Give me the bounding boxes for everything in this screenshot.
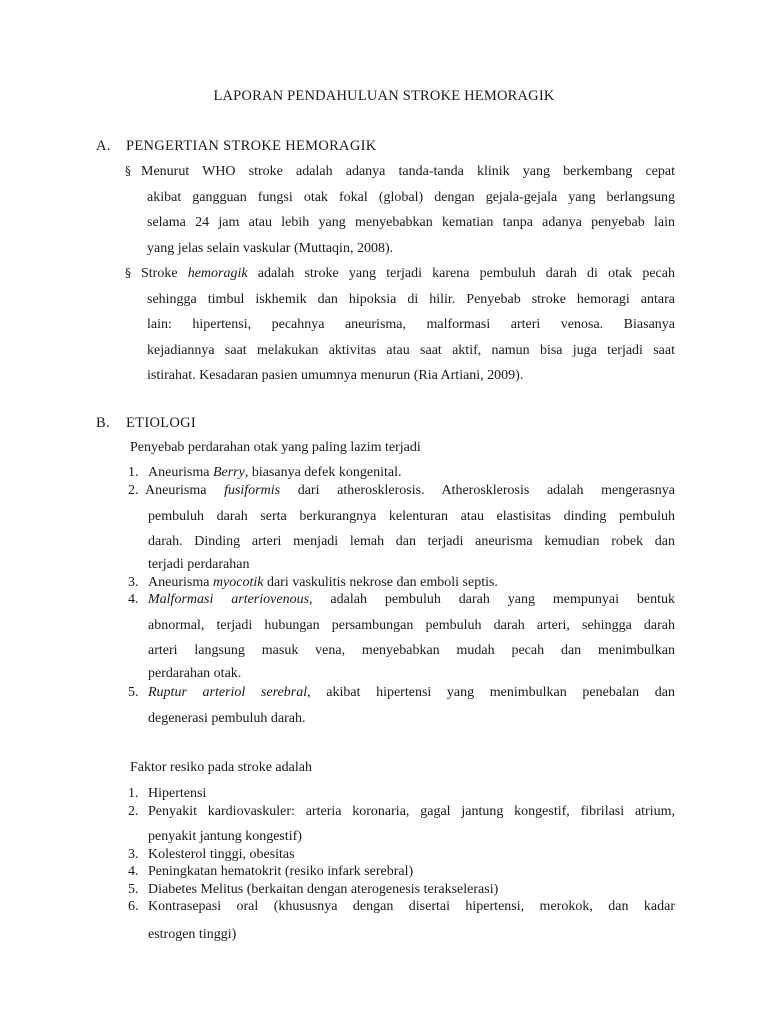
item-number: 5.	[128, 685, 139, 700]
risk-number: 1.	[128, 786, 139, 801]
etiology-intro: Penyebab perdarahan otak yang paling lazim terjadi	[130, 440, 421, 455]
risk-text: Diabetes Melitus (berkaitan dengan aterogenesis terakselerasi)	[148, 881, 499, 897]
item-text: Aneurisma	[148, 465, 213, 480]
definition-bullet-1	[125, 159, 675, 261]
bullet2-line3: lain: hipertensi, pecahnya aneurisma, malformasi arteri venosa. Biasanya	[147, 317, 675, 332]
item-text: dari vaskulitis nekrose dan emboli septis.	[263, 575, 498, 590]
risk-item-6	[128, 898, 675, 943]
risk-list	[128, 785, 675, 943]
bullet1-line4: yang jelas selain vaskular (Muttaqin, 2008).	[147, 240, 394, 256]
item-text: Aneurisma	[145, 483, 225, 498]
item-number: 4.	[128, 592, 139, 607]
section-a-label: A.	[96, 138, 111, 154]
bullet2-line5: istirahat. Kesadaran pasien umumnya menurun (Ria Artiani, 2009).	[147, 368, 524, 383]
etiology-item-2	[128, 478, 675, 574]
risk-item-1	[128, 785, 675, 803]
bullet1-line1: Menurut WHO stroke adalah adanya tanda-tanda klinik yang berkembang cepat	[141, 164, 675, 179]
document-title: LAPORAN PENDAHULUAN STROKE HEMORAGIK	[213, 88, 555, 104]
bullet-icon: §	[125, 164, 131, 178]
risk-number: 5.	[128, 881, 139, 897]
section-b-heading	[96, 415, 196, 432]
section-b-title: ETIOLOGI	[126, 415, 197, 431]
risk-item-3	[128, 846, 675, 864]
etiology-item-4	[128, 587, 675, 683]
item-line2: degenerasi pembuluh darah.	[148, 710, 306, 726]
item-text: , akibat hipertensi yang menimbulkan penebalan dan	[307, 685, 675, 700]
item-number: 2.	[128, 483, 139, 498]
bullet-icon: §	[125, 266, 131, 280]
risk-text: Hipertensi	[148, 786, 207, 801]
item-line2: pembuluh darah serta berkurangnya kelenturan atau elastisitas dinding pembuluh	[148, 508, 675, 524]
bullet2-line4: kejadiannya saat melakukan aktivitas atau saat aktif, namun bisa juga terjadi saat	[147, 342, 675, 358]
bullet1-line3: selama 24 jam atau lebih yang menyebabkan kematian tanpa adanya penyebab lain	[147, 215, 675, 230]
item-line4: terjadi perdarahan	[148, 556, 250, 572]
item-text: , adalah pembuluh darah yang mempunyai bentuk	[309, 592, 675, 607]
section-a-heading	[96, 138, 377, 155]
risk-number: 6.	[128, 899, 139, 914]
risk-number: 4.	[128, 864, 139, 879]
definition-bullet-2	[125, 261, 675, 389]
risk-text: Kontrasepasi oral (khususnya dengan disertai hipertensi, merokok, dan kadar	[148, 899, 675, 914]
item-text: dari atherosklerosis. Atherosklerosis adalah mengerasnya	[280, 483, 675, 498]
item-italic: Berry	[212, 465, 245, 480]
item-line4: perdarahan otak.	[148, 665, 242, 681]
bullet2-line2: sehingga timbul iskhemik dan hipoksia di hilir. Penyebab stroke hemoragi antara	[147, 291, 675, 307]
bullet2-line1-italic: hemoragik	[187, 266, 248, 281]
item-text: Aneurisma	[148, 575, 213, 590]
item-number: 3.	[128, 575, 139, 590]
bullet2-line1-pre: Stroke	[141, 266, 188, 281]
bullet2-line1-post: adalah stroke yang terjadi karena pembuluh darah di otak pecah	[247, 266, 675, 281]
item-italic: myocotik	[212, 575, 264, 590]
item-line3: darah. Dinding arteri menjadi lemah dan terjadi aneurisma kemudian robek dan	[148, 534, 675, 549]
item-number: 1.	[128, 465, 139, 480]
item-line2: abnormal, terjadi hubungan persambungan pembuluh darah arteri, sehingga darah	[148, 617, 675, 633]
risk-text: Peningkatan hematokrit (resiko infark serebral)	[148, 864, 414, 879]
item-line3: arteri langsung masuk vena, menyebabkan mudah pecah dan menimbulkan	[148, 643, 675, 658]
item-text: , biasanya defek kongenital.	[244, 465, 402, 480]
risk-number: 2.	[128, 803, 139, 819]
section-a-title: PENGERTIAN STROKE HEMORAGIK	[126, 138, 377, 154]
risk-line2: penyakit jantung kongestif)	[148, 829, 302, 844]
risk-text: Penyakit kardiovaskuler: arteria koronaria, gagal jantung kongestif, fibrilasi atrium,	[148, 803, 675, 819]
risk-item-5	[128, 881, 675, 899]
risk-line2: estrogen tinggi)	[148, 926, 237, 942]
risk-item-2	[128, 803, 675, 846]
bullet1-line2: akibat gangguan fungsi otak fokal (global) dengan gejala-gejala yang berlangsung	[147, 189, 675, 205]
item-italic: fusiformis	[224, 483, 281, 498]
risk-text: Kolesterol tinggi, obesitas	[148, 846, 295, 862]
item-italic: Ruptur arteriol serebral	[148, 685, 308, 700]
etiology-item-5	[128, 680, 675, 731]
risk-item-4	[128, 863, 675, 881]
item-italic: Malformasi arteriovenous	[148, 592, 310, 607]
risk-intro: Faktor resiko pada stroke adalah	[130, 760, 312, 775]
section-b-label: B.	[96, 415, 110, 431]
risk-number: 3.	[128, 846, 139, 862]
